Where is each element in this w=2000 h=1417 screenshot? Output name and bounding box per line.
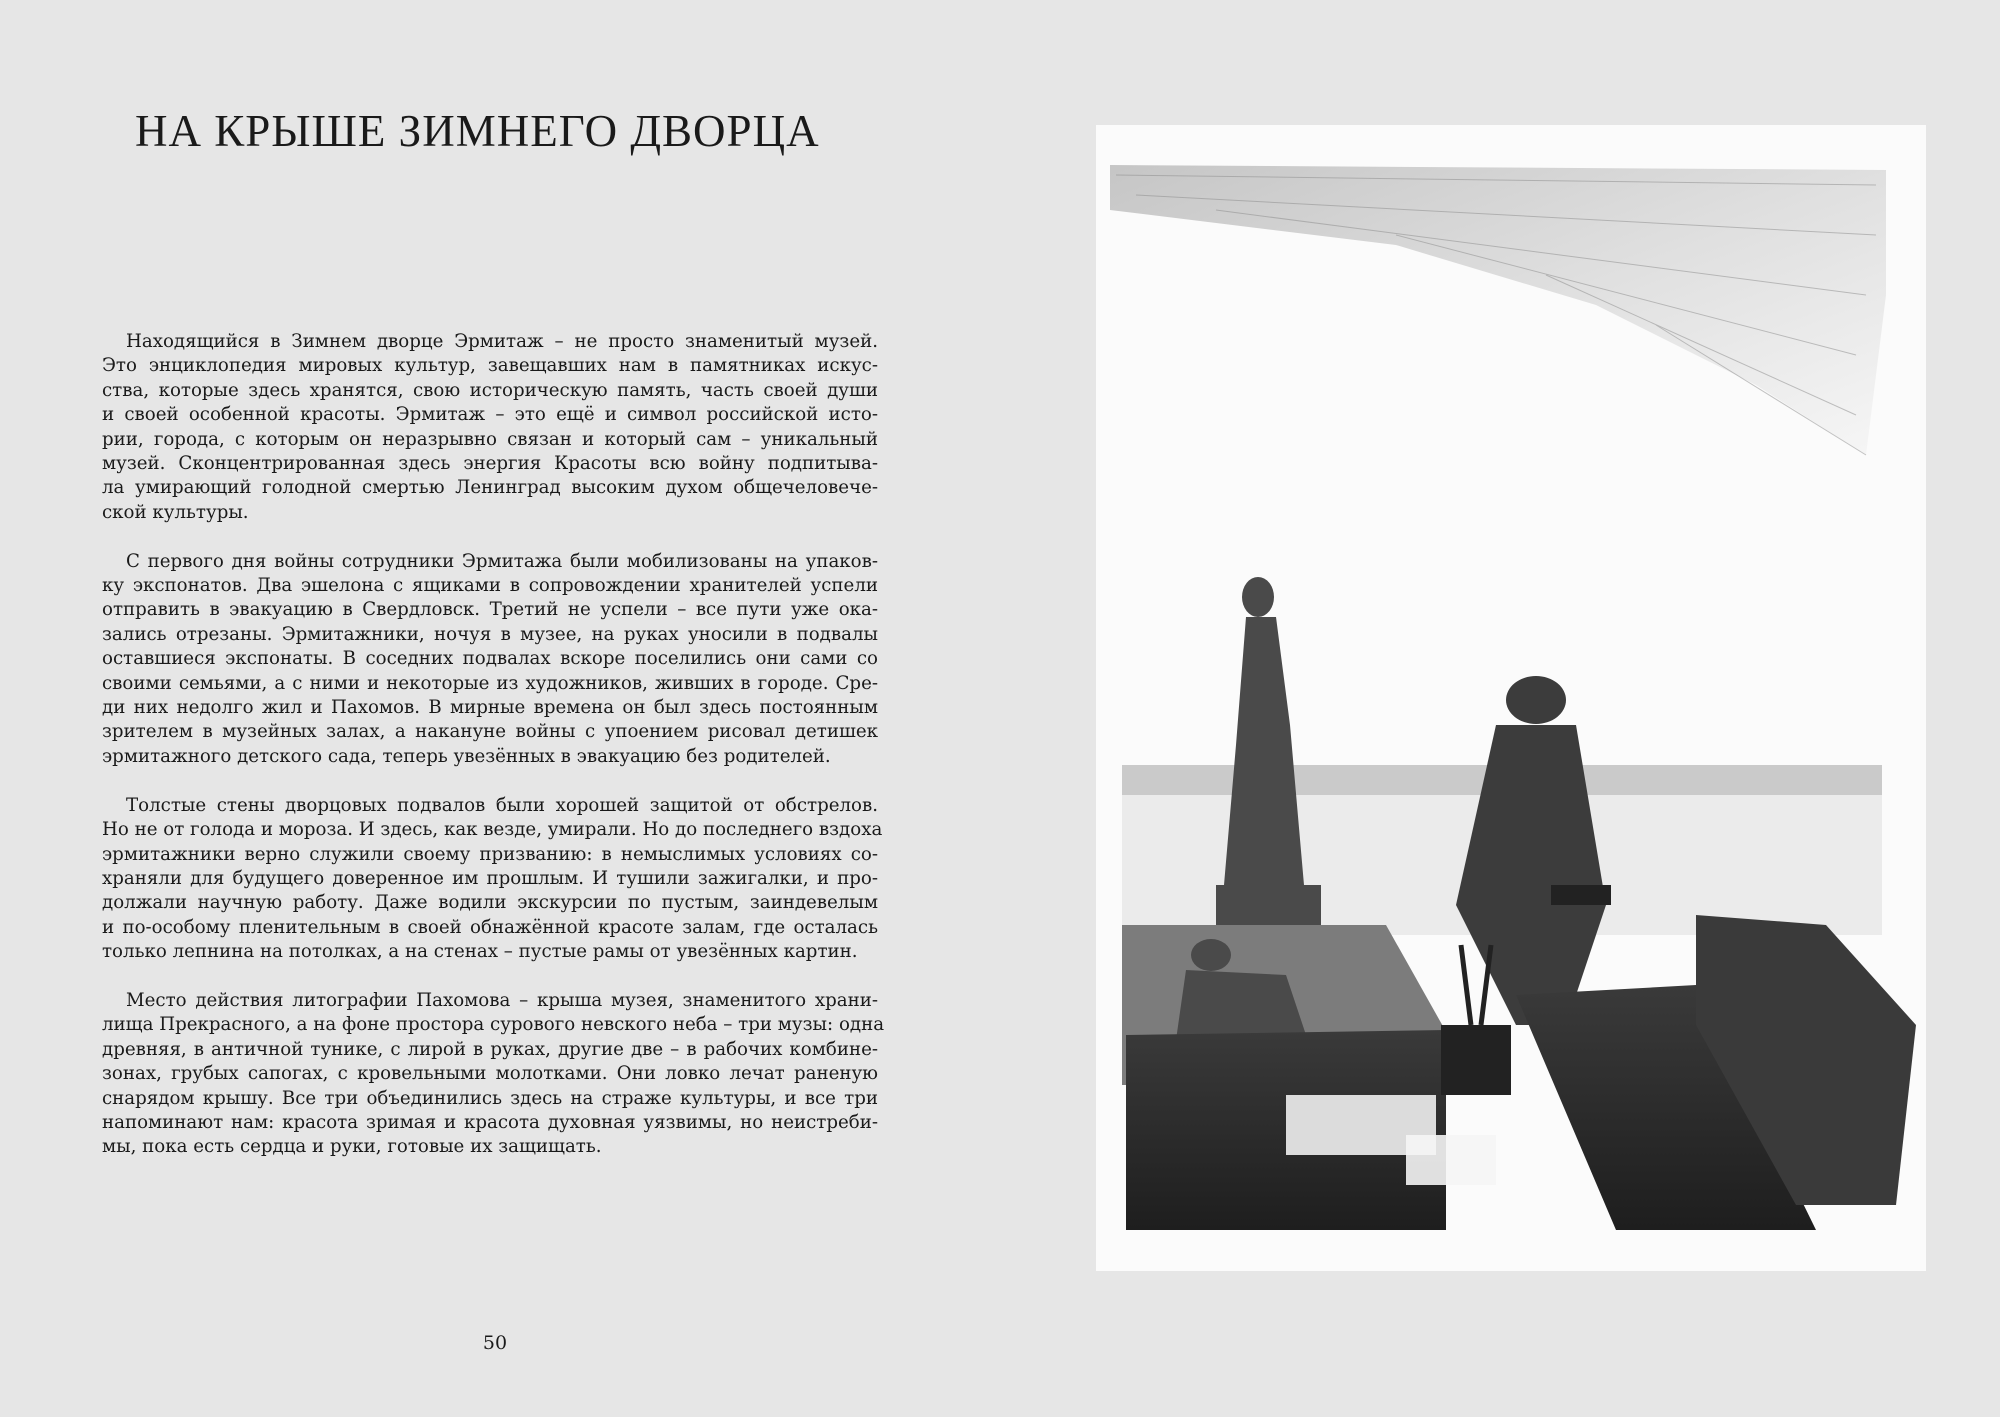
text-line: зонах, грубых сапогах, с кровельными молотками. Они ловко лечат раненую xyxy=(102,1063,878,1085)
text-line: и по-особому пленительным в своей обнажённой красоте залам, где осталась xyxy=(102,916,878,938)
text-line: храняли для будущего доверенное им прошлым. И тушили зажигалки, и про- xyxy=(102,867,878,889)
sky-streaks xyxy=(1110,165,1886,455)
text-line: оставшиеся экспонаты. В соседних подвалах вскоре поселились они сами со xyxy=(102,648,878,670)
paragraph xyxy=(102,794,883,965)
text-line: ла умирающий голодной смертью Ленинград высоким духом общечеловече- xyxy=(102,477,878,499)
article-body xyxy=(102,330,885,1184)
text-line: зались отрезаны. Эрмитажники, ночуя в музее, на руках уносили в подвалы xyxy=(102,623,878,645)
text-line: должали научную работу. Даже водили экскурсии по пустым, заиндевелым xyxy=(102,892,878,914)
text-line: Находящийся в Зимнем дворце Эрмитаж – не просто знаменитый музей. xyxy=(126,331,878,352)
paragraph xyxy=(102,550,878,770)
text-line: Но не от голода и мороза. И здесь, как везде, умирали. Но до последнего вздоха xyxy=(102,819,883,841)
paragraph xyxy=(102,989,885,1160)
text-line: и своей особенной красоты. Эрмитаж – это ещё и символ российской исто- xyxy=(102,404,878,426)
text-line: мы, пока есть сердца и руки, готовые их защищать. xyxy=(102,1136,602,1158)
worker-standing xyxy=(1456,676,1611,1025)
text-line: напоминают нам: красота зримая и красота духовная уязвимы, но неистреби- xyxy=(102,1111,878,1133)
roof-light-panel-2 xyxy=(1406,1135,1496,1185)
text-line: Место действия литографии Пахомова – крыша музея, знаменитого храни- xyxy=(126,989,878,1011)
text-line: музей. Сконцентрированная здесь энергия Красоты всю войну подпитыва- xyxy=(102,453,878,475)
text-line: отправить в эвакуацию в Свердловск. Третий не успели – все пути уже ока- xyxy=(102,599,878,621)
text-line: лища Прекрасного, а на фоне простора сурового невского неба – три музы: одна xyxy=(102,1014,885,1036)
page-title: НА КРЫШЕ ЗИМНЕГО ДВОРЦА xyxy=(135,106,820,156)
text-line: ку экспонатов. Два эшелона с ящиками в сопровождении хранителей успели xyxy=(102,575,878,597)
text-line: Толстые стены дворцовых подвалов были хорошей защитой от обстрелов. xyxy=(126,794,878,816)
text-line: только лепнина на потолках, а на стенах – пустые рамы от увезённых картин. xyxy=(102,941,858,963)
text-line: ства, которые здесь хранятся, свою историческую память, часть своей души xyxy=(102,379,878,401)
lithograph-illustration xyxy=(1096,125,1926,1271)
text-line: рии, города, с которым он неразрывно связан и который сам – уникальный xyxy=(102,428,878,450)
page-number: 50 xyxy=(482,1332,508,1354)
text-line: эрмитажного детского сада, теперь увезённых в эвакуацию без родителей. xyxy=(102,745,831,767)
text-line: ди них недолго жил и Пахомов. В мирные времена он был здесь постоянным xyxy=(102,697,878,719)
text-line: С первого дня войны сотрудники Эрмитажа были мобилизованы на упаков- xyxy=(126,550,878,572)
lithograph-drawing xyxy=(1096,125,1926,1271)
text-line: Это энциклопедия мировых культур, завещавших нам в памятниках искус- xyxy=(102,355,878,377)
text-line: древняя, в античной тунике, с лирой в руках, другие две – в рабочих комбине- xyxy=(102,1038,878,1060)
text-line: снарядом крышу. Все три объединились здесь на страже культуры, и все три xyxy=(102,1087,878,1109)
text-line: своими семьями, а с ними и некоторые из художников, живших в городе. Сре- xyxy=(102,672,878,694)
text-line: ской культуры. xyxy=(102,501,249,523)
paragraph xyxy=(102,330,878,525)
text-line: зрителем в музейных залах, а накануне войны с упоением рисовал детишек xyxy=(102,721,878,743)
text-line: эрмитажники верно служили своему призванию: в немыслимых условиях со- xyxy=(102,843,878,865)
